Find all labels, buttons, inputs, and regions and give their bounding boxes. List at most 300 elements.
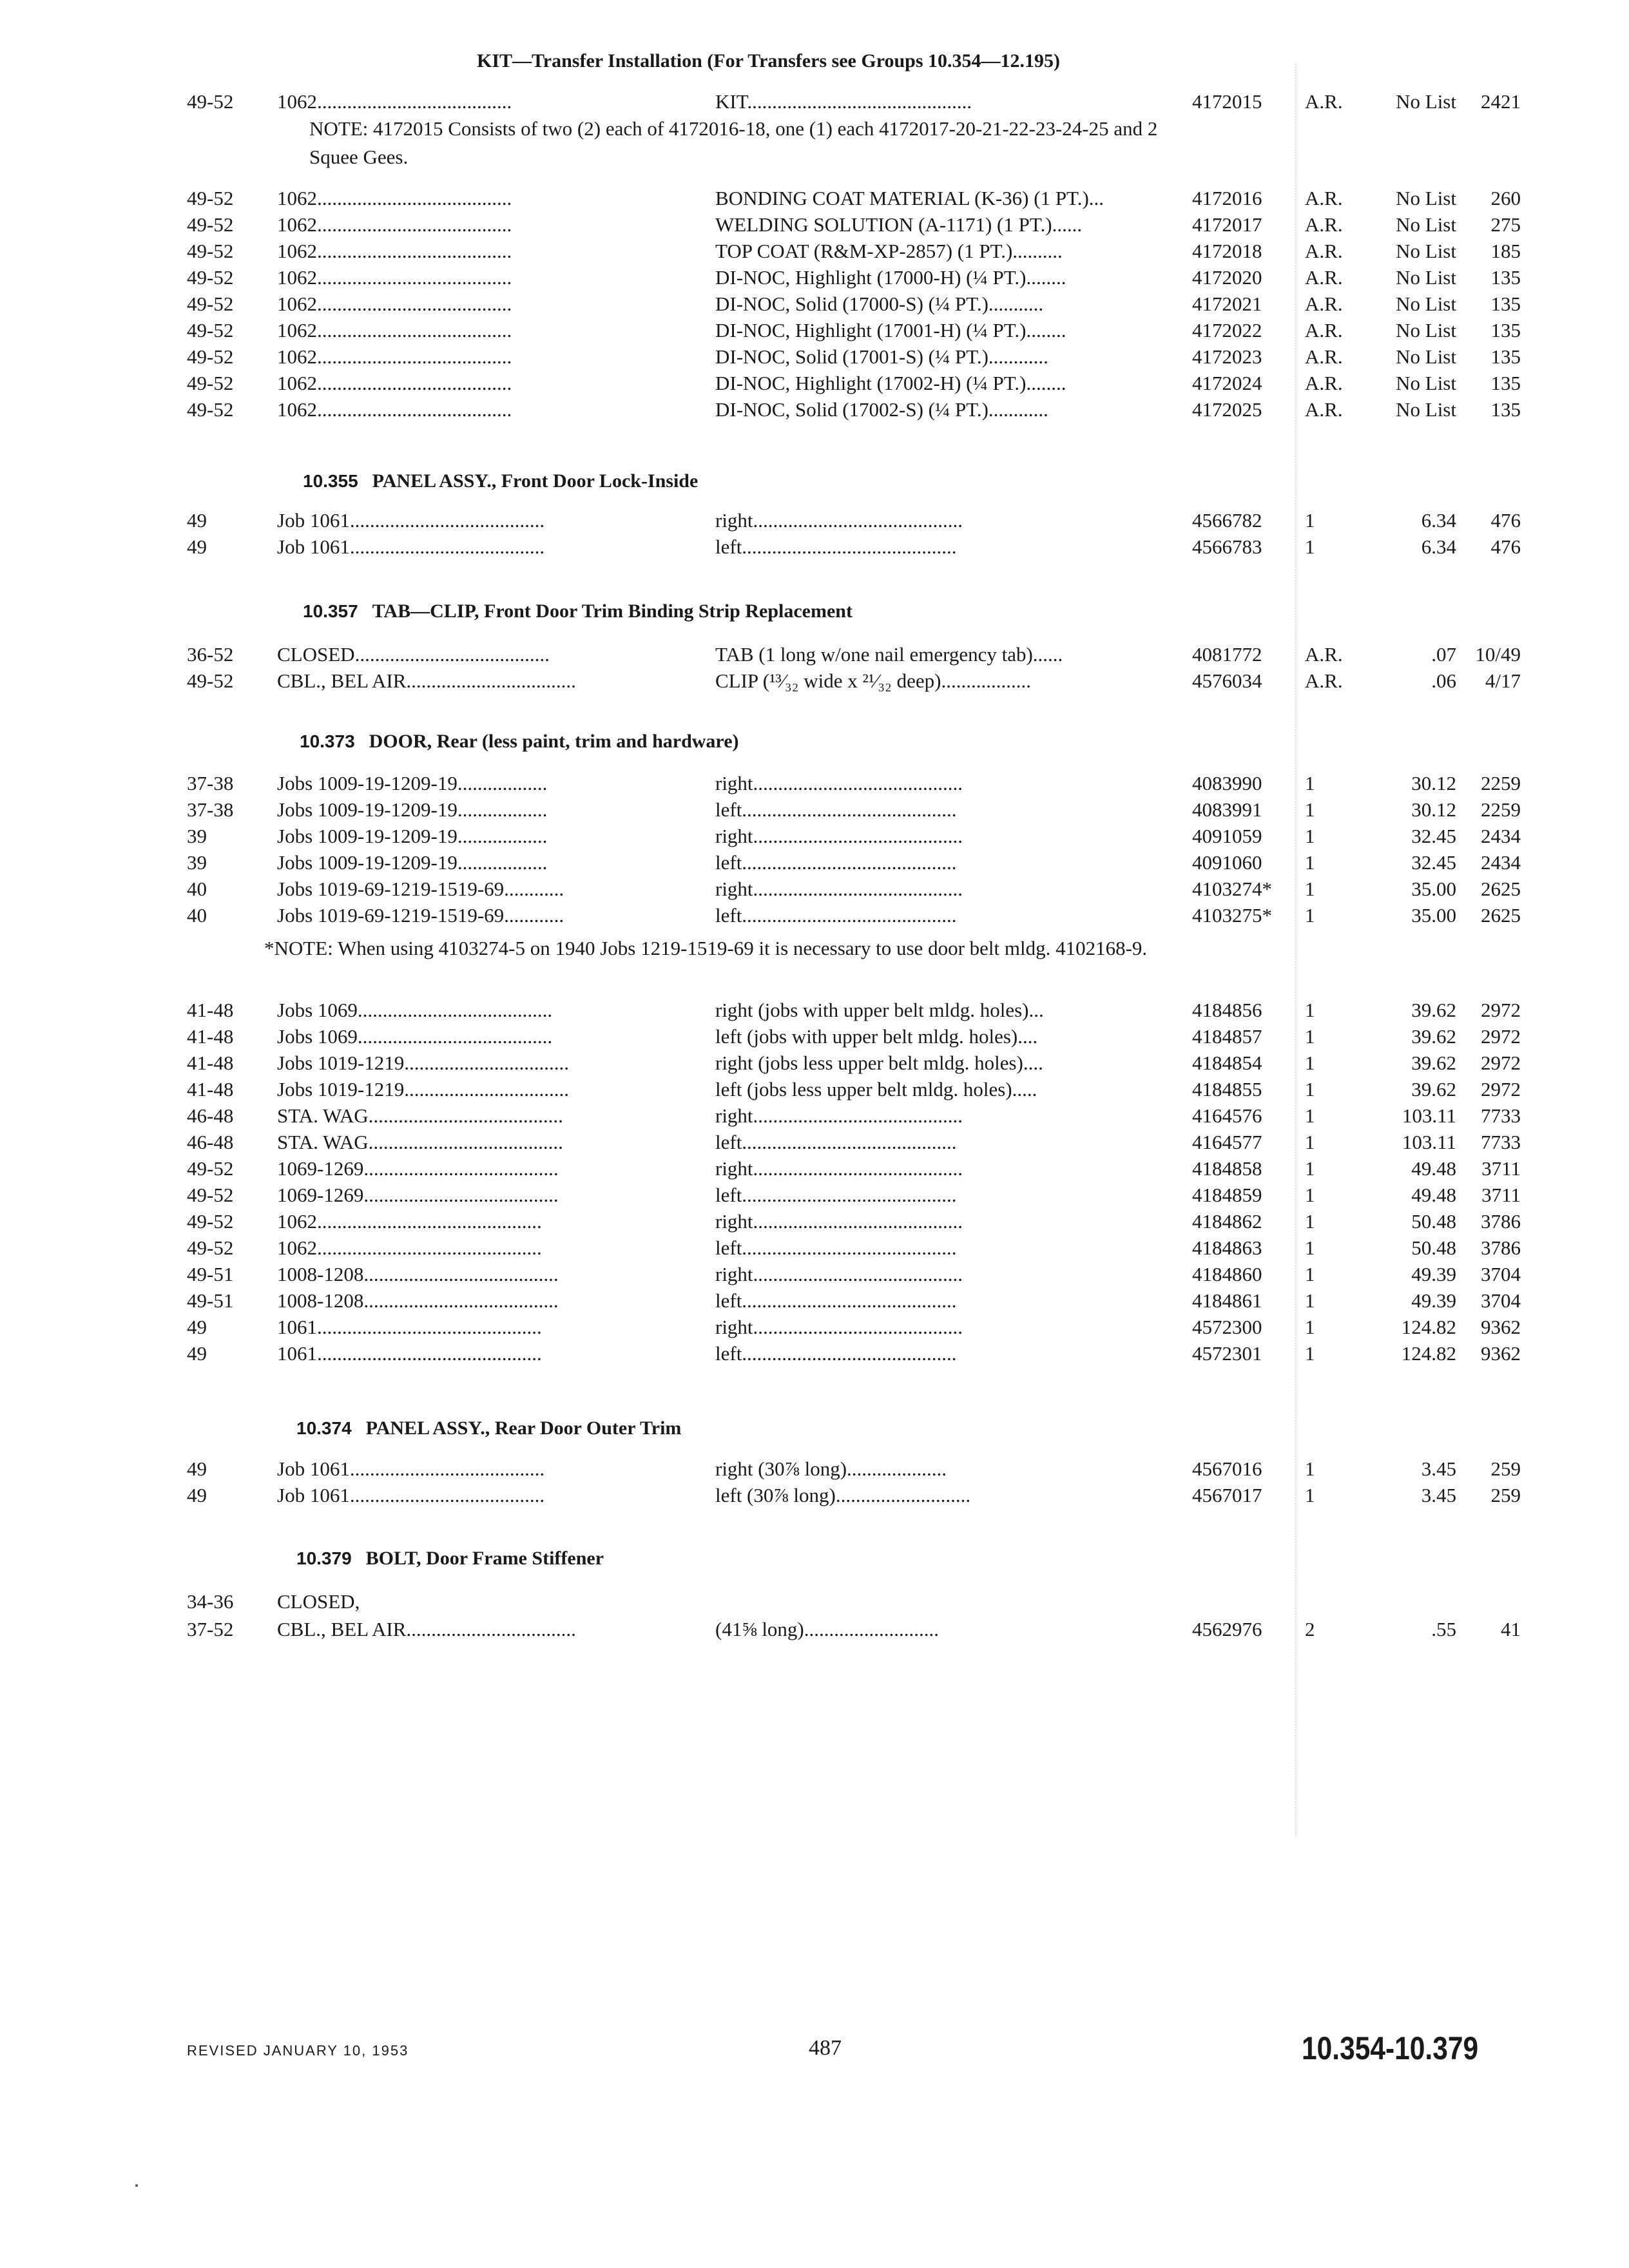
list-price: 103.11 — [1402, 1131, 1456, 1153]
list-price: 3.45 — [1421, 1457, 1456, 1480]
description: left........................................... — [715, 535, 957, 558]
description: left........................................... — [715, 798, 957, 821]
description: right.......................................... — [715, 825, 963, 847]
group-code: 2259 — [1481, 772, 1521, 794]
description: left (jobs with upper belt mldg. holes).... — [715, 1025, 1038, 1048]
part-row — [187, 1131, 1521, 1157]
part-number: 4083990 — [1192, 772, 1262, 794]
description: TOP COAT (R&M-XP-2857) (1 PT.).......... — [715, 240, 1063, 262]
page-number: 487 — [809, 2036, 842, 2060]
model-years: 49 — [187, 1484, 207, 1506]
part-row — [187, 1342, 1521, 1368]
description: left........................................... — [715, 904, 957, 927]
description: left (jobs less upper belt mldg. holes)..... — [715, 1078, 1037, 1100]
model-years: 41-48 — [187, 1025, 234, 1048]
part-row — [187, 798, 1521, 824]
part-row — [187, 1104, 1521, 1130]
description: right.......................................... — [715, 1210, 963, 1233]
description: left (30⅞ long)........................... — [715, 1484, 971, 1506]
model-years: 49-52 — [187, 266, 234, 289]
part-row — [187, 904, 1521, 930]
part-number: 4172025 — [1192, 398, 1262, 421]
part-row — [187, 213, 1521, 239]
description: DI-NOC, Solid (17001-S) (¼ PT.)............ — [715, 345, 1048, 368]
quantity: 1 — [1305, 851, 1315, 874]
group-code: 3711 — [1481, 1157, 1521, 1180]
scan-speck — [135, 2184, 138, 2187]
group-code: 135 — [1490, 266, 1521, 289]
group-code: 41 — [1501, 1618, 1521, 1640]
list-price: 49.39 — [1411, 1289, 1456, 1312]
quantity: 1 — [1305, 999, 1315, 1021]
part-row — [187, 1263, 1521, 1289]
section-number: 10.374 — [296, 1418, 352, 1438]
part-number: 4567017 — [1192, 1484, 1262, 1506]
model-years: 49-52 — [187, 1210, 234, 1233]
group-code: 476 — [1490, 509, 1521, 532]
quantity: A.R. — [1305, 319, 1343, 341]
description: right.......................................... — [715, 1104, 963, 1127]
part-number: 4164577 — [1192, 1131, 1262, 1153]
part-number: 4184858 — [1192, 1157, 1262, 1180]
part-number: 4184857 — [1192, 1025, 1262, 1048]
list-price: 35.00 — [1411, 904, 1456, 927]
part-number: 4172020 — [1192, 266, 1262, 289]
part-row — [187, 1618, 1521, 1644]
part-row — [187, 345, 1521, 371]
model-years: 39 — [187, 851, 207, 874]
part-number: 4572301 — [1192, 1342, 1262, 1365]
model-years: 49 — [187, 1342, 207, 1365]
group-code: 7733 — [1481, 1104, 1521, 1127]
quantity: 1 — [1305, 1263, 1315, 1285]
group-code: 135 — [1490, 293, 1521, 315]
application: 1062....................................... — [277, 187, 512, 209]
quantity: A.R. — [1305, 90, 1343, 113]
part-number: 4172017 — [1192, 213, 1262, 236]
quantity: 1 — [1305, 1104, 1315, 1127]
part-row — [187, 1052, 1521, 1077]
list-price: No List — [1396, 90, 1456, 113]
part-row — [187, 509, 1521, 535]
application: STA. WAG....................................... — [277, 1104, 563, 1127]
part-row — [187, 1484, 1521, 1510]
application: 1069-1269....................................... — [277, 1184, 559, 1206]
list-price: .55 — [1431, 1618, 1456, 1640]
part-number: 4184855 — [1192, 1078, 1262, 1100]
part-row — [187, 1457, 1521, 1483]
section-heading — [300, 731, 739, 753]
model-years: 49 — [187, 1457, 207, 1480]
quantity: A.R. — [1305, 266, 1343, 289]
application: 1062....................................... — [277, 240, 512, 262]
part-row — [187, 1025, 1521, 1051]
quantity: 1 — [1305, 1457, 1315, 1480]
part-number: 4576034 — [1192, 669, 1262, 692]
list-price: No List — [1396, 187, 1456, 209]
application: 1062....................................... — [277, 266, 512, 289]
quantity: 1 — [1305, 1342, 1315, 1365]
part-number: 4172022 — [1192, 319, 1262, 341]
list-price: 39.62 — [1411, 1078, 1456, 1100]
description: right (30⅞ long).................... — [715, 1457, 947, 1480]
quantity: 1 — [1305, 878, 1315, 900]
application: 1062............................................. — [277, 1210, 542, 1233]
list-price: .06 — [1431, 669, 1456, 692]
part-row — [187, 398, 1521, 424]
application: 1008-1208....................................... — [277, 1289, 559, 1312]
quantity: 1 — [1305, 1025, 1315, 1048]
application: 1062....................................... — [277, 293, 512, 315]
group-code: 9362 — [1481, 1316, 1521, 1338]
model-years: 49-52 — [187, 398, 234, 421]
description: WELDING SOLUTION (A-1171) (1 PT.)...... — [715, 213, 1083, 236]
application: CBL., BEL AIR.................................. — [277, 1618, 576, 1640]
quantity: 1 — [1305, 1052, 1315, 1074]
part-row — [187, 535, 1521, 561]
part-row — [187, 851, 1521, 877]
note-text: NOTE: 4172015 Consists of two (2) each of 4172016-18, one (1) each 4172017-20-21-22-23-24-25 and 2 Squee Gees. — [309, 117, 1158, 168]
quantity: A.R. — [1305, 372, 1343, 394]
model-years: 49-52 — [187, 372, 234, 394]
model-years: 49-52 — [187, 669, 234, 692]
group-code: 135 — [1490, 372, 1521, 394]
group-code: 4/17 — [1485, 669, 1521, 692]
description: left........................................... — [715, 1289, 957, 1312]
group-code: 3786 — [1481, 1210, 1521, 1233]
part-number: 4566782 — [1192, 509, 1262, 532]
model-years: 41-48 — [187, 1052, 234, 1074]
description: right (jobs with upper belt mldg. holes)... — [715, 999, 1044, 1021]
list-price: No List — [1396, 266, 1456, 289]
section-title: BOLT, Door Frame Stiffener — [365, 1548, 604, 1569]
section-title: PANEL ASSY., Rear Door Outer Trim — [365, 1418, 682, 1439]
application: Jobs 1009-19-1209-19.................. — [277, 825, 548, 847]
group-code: 259 — [1490, 1484, 1521, 1506]
application: Jobs 1019-1219................................. — [277, 1052, 569, 1074]
part-number: 4562976 — [1192, 1618, 1262, 1640]
group-code: 185 — [1490, 240, 1521, 262]
description: left........................................... — [715, 1342, 957, 1365]
part-number: 4184863 — [1192, 1236, 1262, 1259]
description: DI-NOC, Highlight (17001-H) (¼ PT.)........ — [715, 319, 1066, 341]
model-years: 34-36 — [187, 1590, 234, 1613]
part-row — [187, 825, 1521, 850]
application: Jobs 1019-1219................................. — [277, 1078, 569, 1100]
part-number: 4572300 — [1192, 1316, 1262, 1338]
part-row — [187, 1184, 1521, 1209]
group-code: 135 — [1490, 345, 1521, 368]
description: right (jobs less upper belt mldg. holes).... — [715, 1052, 1043, 1074]
application: 1062....................................... — [277, 90, 512, 113]
part-row — [187, 293, 1521, 318]
description: TAB (1 long w/one nail emergency tab)...... — [715, 643, 1063, 666]
part-row — [187, 772, 1521, 798]
section-number: 10.357 — [303, 601, 358, 621]
list-price: 6.34 — [1421, 535, 1456, 558]
part-number: 4172021 — [1192, 293, 1262, 315]
group-code: 3786 — [1481, 1236, 1521, 1259]
application: Job 1061....................................... — [277, 535, 545, 558]
quantity: A.R. — [1305, 669, 1343, 692]
application: 1062....................................... — [277, 398, 512, 421]
description: right.......................................... — [715, 772, 963, 794]
quantity: 1 — [1305, 1157, 1315, 1180]
model-years: 49-52 — [187, 319, 234, 341]
kit-title: KIT—Transfer Installation (For Transfers see Groups 10.354—12.195) — [477, 50, 1061, 72]
application: 1062....................................... — [277, 345, 512, 368]
application: 1008-1208....................................... — [277, 1263, 559, 1285]
part-number: 4091059 — [1192, 825, 1262, 847]
model-years: 49-51 — [187, 1263, 234, 1285]
list-price: No List — [1396, 293, 1456, 315]
part-number: 4172023 — [1192, 345, 1262, 368]
part-number: 4184861 — [1192, 1289, 1262, 1312]
application: Jobs 1009-19-1209-19.................. — [277, 772, 548, 794]
section-heading — [303, 470, 698, 492]
group-range: 10.354-10.379 — [1302, 2030, 1479, 2066]
model-years: 46-48 — [187, 1104, 234, 1127]
list-price: 6.34 — [1421, 509, 1456, 532]
description: (41⅝ long)........................... — [715, 1618, 940, 1640]
model-years: 37-38 — [187, 772, 234, 794]
model-years: 46-48 — [187, 1131, 234, 1153]
model-years: 49-52 — [187, 293, 234, 315]
part-row — [187, 1236, 1521, 1262]
part-number: 4184856 — [1192, 999, 1262, 1021]
quantity: 1 — [1305, 1184, 1315, 1206]
part-row — [187, 999, 1521, 1024]
list-price: 39.62 — [1411, 1052, 1456, 1074]
quantity: 1 — [1305, 1316, 1315, 1338]
list-price: 39.62 — [1411, 999, 1456, 1021]
list-price: No List — [1396, 319, 1456, 341]
list-price: 50.48 — [1411, 1210, 1456, 1233]
description: KIT............................................. — [715, 90, 972, 113]
model-years: 49-52 — [187, 345, 234, 368]
group-code: 260 — [1490, 187, 1521, 209]
group-code: 9362 — [1481, 1342, 1521, 1365]
list-price: 103.11 — [1402, 1104, 1456, 1127]
section-title: PANEL ASSY., Front Door Lock-Inside — [372, 470, 699, 492]
model-years: 49-52 — [187, 240, 234, 262]
description: right.......................................... — [715, 1316, 963, 1338]
part-number: 4184854 — [1192, 1052, 1262, 1074]
quantity: 1 — [1305, 535, 1315, 558]
part-number: 4184860 — [1192, 1263, 1262, 1285]
section-title: TAB—CLIP, Front Door Trim Binding Strip Replacement — [372, 601, 853, 622]
group-code: 2434 — [1481, 825, 1521, 847]
part-number: 4081772 — [1192, 643, 1262, 666]
application: CLOSED, — [277, 1590, 360, 1613]
part-row — [187, 669, 1521, 695]
application: Jobs 1019-69-1219-1519-69............ — [277, 878, 564, 900]
section-heading — [303, 601, 853, 622]
list-price: 49.39 — [1411, 1263, 1456, 1285]
part-row — [187, 1590, 1521, 1616]
application: 1062....................................... — [277, 372, 512, 394]
description: left........................................... — [715, 1236, 957, 1259]
model-years: 37-52 — [187, 1618, 234, 1640]
quantity: 1 — [1305, 1210, 1315, 1233]
description: DI-NOC, Solid (17002-S) (¼ PT.)............ — [715, 398, 1048, 421]
application: 1061............................................. — [277, 1342, 542, 1365]
application: Jobs 1009-19-1209-19.................. — [277, 851, 548, 874]
part-number: 4164576 — [1192, 1104, 1262, 1127]
description: DI-NOC, Highlight (17002-H) (¼ PT.)........ — [715, 372, 1066, 394]
application: Jobs 1069....................................... — [277, 1025, 553, 1048]
group-code: 2972 — [1481, 999, 1521, 1021]
quantity: 1 — [1305, 1078, 1315, 1100]
list-price: No List — [1396, 240, 1456, 262]
quantity: 1 — [1305, 509, 1315, 532]
application: Jobs 1009-19-1209-19.................. — [277, 798, 548, 821]
application: Job 1061....................................... — [277, 1484, 545, 1506]
group-code: 2972 — [1481, 1025, 1521, 1048]
group-code: 2434 — [1481, 851, 1521, 874]
part-row — [187, 1210, 1521, 1236]
model-years: 49-52 — [187, 90, 234, 113]
model-years: 49 — [187, 535, 207, 558]
part-row — [187, 1289, 1521, 1315]
list-price: 124.82 — [1401, 1316, 1456, 1338]
part-row — [187, 878, 1521, 903]
model-years: 41-48 — [187, 1078, 234, 1100]
section-number: 10.379 — [296, 1548, 352, 1568]
group-code: 476 — [1490, 535, 1521, 558]
model-years: 40 — [187, 878, 207, 900]
quantity: 1 — [1305, 1484, 1315, 1506]
group-code: 259 — [1490, 1457, 1521, 1480]
application: CLOSED....................................... — [277, 643, 550, 666]
list-price: .07 — [1431, 643, 1456, 666]
quantity: 1 — [1305, 1289, 1315, 1312]
group-code: 3704 — [1481, 1263, 1521, 1285]
part-number: 4083991 — [1192, 798, 1262, 821]
model-years: 36-52 — [187, 643, 234, 666]
model-years: 49-51 — [187, 1289, 234, 1312]
section-number: 10.373 — [300, 731, 355, 751]
description: right.......................................... — [715, 878, 963, 900]
group-code: 10/49 — [1475, 643, 1521, 666]
part-number: 4172018 — [1192, 240, 1262, 262]
model-years: 49 — [187, 509, 207, 532]
application: 1061............................................. — [277, 1316, 542, 1338]
quantity: 2 — [1305, 1618, 1315, 1640]
model-years: 49-52 — [187, 187, 234, 209]
quantity: 1 — [1305, 1236, 1315, 1259]
part-number: 4567016 — [1192, 1457, 1262, 1480]
part-number: 4091060 — [1192, 851, 1262, 874]
part-row — [187, 1078, 1521, 1104]
application: Job 1061....................................... — [277, 509, 545, 532]
part-number: 4103275* — [1192, 904, 1272, 927]
group-code: 2421 — [1481, 90, 1521, 113]
group-code: 275 — [1490, 213, 1521, 236]
group-code: 2625 — [1481, 904, 1521, 927]
quantity: A.R. — [1305, 187, 1343, 209]
description: BONDING COAT MATERIAL (K-36) (1 PT.)... — [715, 187, 1104, 209]
quantity: A.R. — [1305, 398, 1343, 421]
application: 1062....................................... — [277, 319, 512, 341]
part-row — [187, 90, 1521, 116]
description: left........................................... — [715, 1131, 957, 1153]
model-years: 49-52 — [187, 1184, 234, 1206]
part-number: 4566783 — [1192, 535, 1262, 558]
note-text: *NOTE: When using 4103274-5 on 1940 Jobs 1219-1519-69 it is necessary to use door belt mldg. 4102168-9. — [264, 937, 1148, 959]
group-code: 135 — [1490, 398, 1521, 421]
group-code: 2259 — [1481, 798, 1521, 821]
application: CBL., BEL AIR.................................. — [277, 669, 576, 692]
application: Job 1061....................................... — [277, 1457, 545, 1480]
section-title: DOOR, Rear (less paint, trim and hardware) — [369, 731, 739, 752]
description: right.......................................... — [715, 1263, 963, 1285]
part-row — [187, 1316, 1521, 1341]
list-price: No List — [1396, 213, 1456, 236]
list-price: 49.48 — [1411, 1184, 1456, 1206]
description: left........................................... — [715, 851, 957, 874]
part-row — [187, 372, 1521, 398]
revised-date: REVISED JANUARY 10, 1953 — [187, 2042, 409, 2059]
list-price: 30.12 — [1411, 772, 1456, 794]
section-number: 10.355 — [303, 471, 358, 491]
quantity: 1 — [1305, 1131, 1315, 1153]
group-code: 3704 — [1481, 1289, 1521, 1312]
part-number: 4172024 — [1192, 372, 1262, 394]
list-price: 30.12 — [1411, 798, 1456, 821]
application: Jobs 1019-69-1219-1519-69............ — [277, 904, 564, 927]
description: right.......................................... — [715, 1157, 963, 1180]
description: DI-NOC, Highlight (17000-H) (¼ PT.)........ — [715, 266, 1066, 289]
part-row — [187, 643, 1521, 669]
quantity: 1 — [1305, 798, 1315, 821]
description: DI-NOC, Solid (17000-S) (¼ PT.)........... — [715, 293, 1044, 315]
part-number: 4172015 — [1192, 90, 1262, 113]
model-years: 49-52 — [187, 1236, 234, 1259]
part-row — [187, 187, 1521, 213]
list-price: 35.00 — [1411, 878, 1456, 900]
quantity: A.R. — [1305, 213, 1343, 236]
description: left........................................... — [715, 1184, 957, 1206]
quantity: A.R. — [1305, 240, 1343, 262]
list-price: 39.62 — [1411, 1025, 1456, 1048]
quantity: A.R. — [1305, 643, 1343, 666]
model-years: 41-48 — [187, 999, 234, 1021]
part-number: 4184859 — [1192, 1184, 1262, 1206]
quantity: 1 — [1305, 772, 1315, 794]
group-code: 3711 — [1481, 1184, 1521, 1206]
list-price: No List — [1396, 398, 1456, 421]
application: Jobs 1069....................................... — [277, 999, 553, 1021]
list-price: 124.82 — [1401, 1342, 1456, 1365]
application: 1062............................................. — [277, 1236, 542, 1259]
list-price: 32.45 — [1411, 825, 1456, 847]
part-number: 4172016 — [1192, 187, 1262, 209]
group-code: 2972 — [1481, 1052, 1521, 1074]
part-row — [187, 240, 1521, 265]
model-years: 49-52 — [187, 213, 234, 236]
model-years: 40 — [187, 904, 207, 927]
part-row — [187, 1157, 1521, 1183]
quantity: 1 — [1305, 825, 1315, 847]
description: right.......................................... — [715, 509, 963, 532]
model-years: 49 — [187, 1316, 207, 1338]
list-price: 50.48 — [1411, 1236, 1456, 1259]
application: STA. WAG....................................... — [277, 1131, 563, 1153]
model-years: 37-38 — [187, 798, 234, 821]
section-heading — [296, 1548, 604, 1570]
list-price: 32.45 — [1411, 851, 1456, 874]
